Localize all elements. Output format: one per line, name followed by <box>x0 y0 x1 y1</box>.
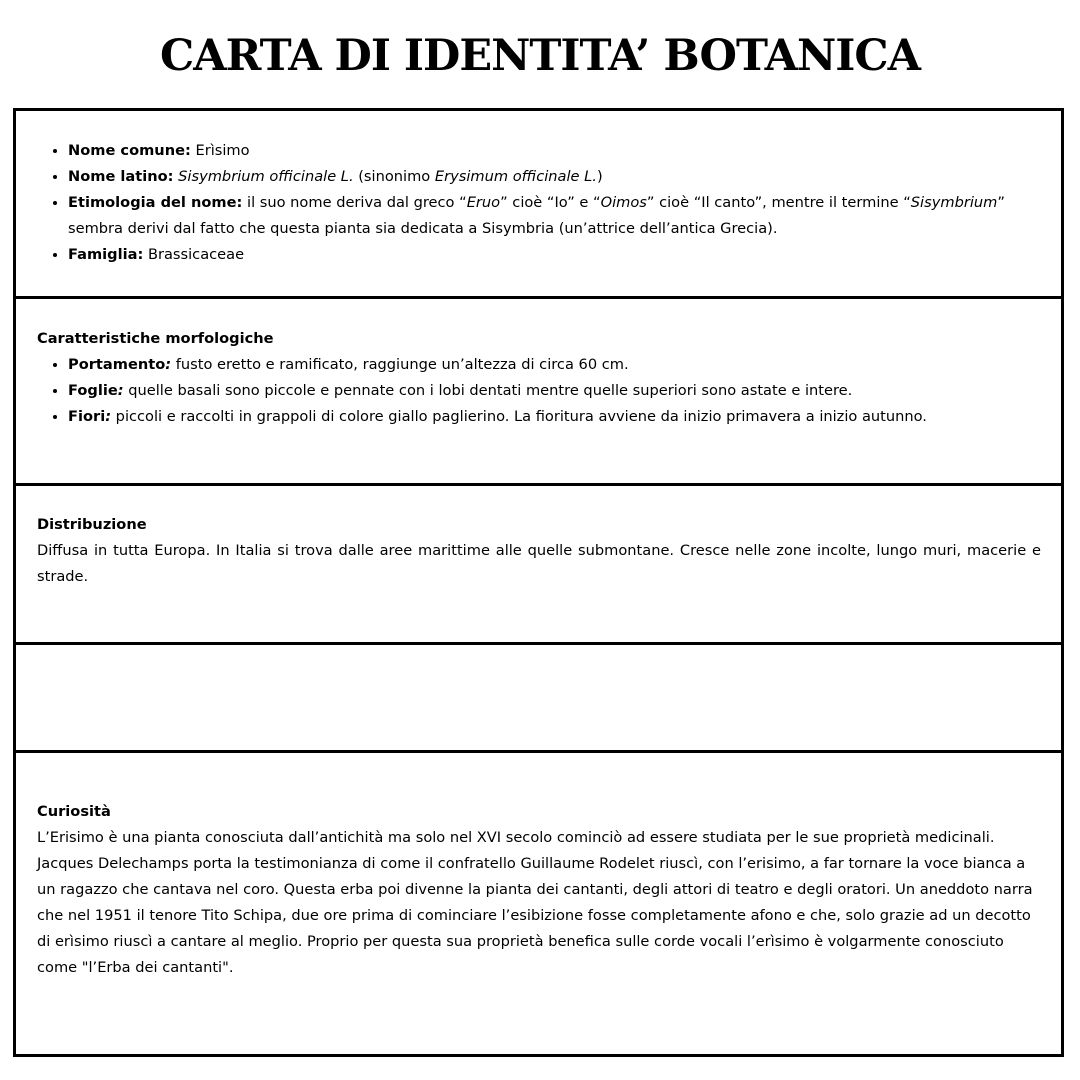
list-item <box>68 352 1041 378</box>
list-item-etymology <box>68 190 1041 242</box>
etymology-label: Etimologia del nome: <box>68 194 243 211</box>
morphology-heading: Caratteristiche morfologiche <box>37 330 274 347</box>
common-name-label: Nome comune: <box>68 142 191 159</box>
identity-list <box>37 138 1041 268</box>
list-item-family <box>68 242 1041 268</box>
latin-synonym: Erysimum officinale L. <box>434 168 597 185</box>
curiosity-text: L’Erisimo è una pianta conosciuta dall’antichità ma solo nel XVI secolo cominciò ad essere studiata per le sue proprietà medicinali. Jacques Delechamps porta la testimonianza di come il confratello Guillaume Rodelet riuscì, con l’erisimo, a far tornare la voce bianca a un ragazzo che cantava nel coro. Questa erba poi divenne la pianta dei cantanti, degli attori di teatro e degli oratori. Un aneddoto narra che nel 1951 il tenore Tito Schipa, due ore prima di cominciare l’esibizione fosse completamente afono e che, solo grazie ad un decotto di erìsimo riuscì a cantare al meglio. Proprio per questa sua proprietà benefica sulle corde vocali l’erìsimo è volgarmente conosciuto come "l’Erba dei cantanti". <box>37 829 1033 976</box>
morphology-label: Portamento <box>68 356 166 373</box>
etymology-word-2: Oimos <box>600 194 647 211</box>
latin-name-value: Sisymbrium officinale L. <box>178 168 354 185</box>
latin-synonym-prefix: (sinonimo <box>353 168 435 185</box>
curiosity-heading: Curiosità <box>37 803 111 820</box>
morphology-text: fusto eretto e ramificato, raggiunge un’altezza di circa 60 cm. <box>171 356 629 373</box>
etymology-text-1: il suo nome deriva dal greco “ <box>242 194 467 211</box>
morphology-colon: : <box>165 356 172 373</box>
morphology-label: Foglie <box>68 382 118 399</box>
curiosity-section <box>16 753 1061 1054</box>
page-title: CARTA DI IDENTITA’ BOTANICA <box>160 31 920 81</box>
latin-name-label: Nome latino: <box>68 168 174 185</box>
identity-section <box>16 111 1061 299</box>
list-item <box>68 378 1041 404</box>
latin-synonym-suffix: ) <box>596 168 603 185</box>
etymology-text-3: ” cioè “Il canto”, mentre il termine “ <box>646 194 911 211</box>
list-item-latin-name <box>68 164 1041 190</box>
family-value: Brassicaceae <box>143 246 245 263</box>
morphology-label: Fiori <box>68 408 106 425</box>
etymology-text-4: ” sembra derivi dal fatto che questa pianta sia dedicata a Sisymbria (un’attrice dell’antica Grecia). <box>68 194 1005 237</box>
list-item <box>68 404 1041 430</box>
common-name-value: Erìsimo <box>190 142 250 159</box>
morphology-colon: : <box>117 382 124 399</box>
list-item-common-name <box>68 138 1041 164</box>
distribution-section <box>16 486 1061 645</box>
morphology-text: quelle basali sono piccole e pennate con i lobi dentati mentre quelle superiori sono astate e intere. <box>123 382 853 399</box>
morphology-section <box>16 299 1061 486</box>
distribution-heading: Distribuzione <box>37 516 147 533</box>
family-label: Famiglia: <box>68 246 144 263</box>
etymology-word-3: Sisymbrium <box>910 194 998 211</box>
empty-section <box>16 645 1061 753</box>
etymology-text-2: ” cioè “Io” e “ <box>500 194 601 211</box>
etymology-word-1: Eruo <box>466 194 501 211</box>
morphology-list <box>37 352 1041 430</box>
identity-card <box>13 108 1064 1057</box>
distribution-text: Diffusa in tutta Europa. In Italia si trova dalle aree marittime alle quelle submontane. Cresce nelle zone incolte, lungo muri, macerie e strade. <box>37 542 1041 585</box>
morphology-text: piccoli e raccolti in grappoli di colore giallo paglierino. La fioritura avviene da inizio primavera a inizio autunno. <box>111 408 927 425</box>
morphology-colon: : <box>105 408 112 425</box>
